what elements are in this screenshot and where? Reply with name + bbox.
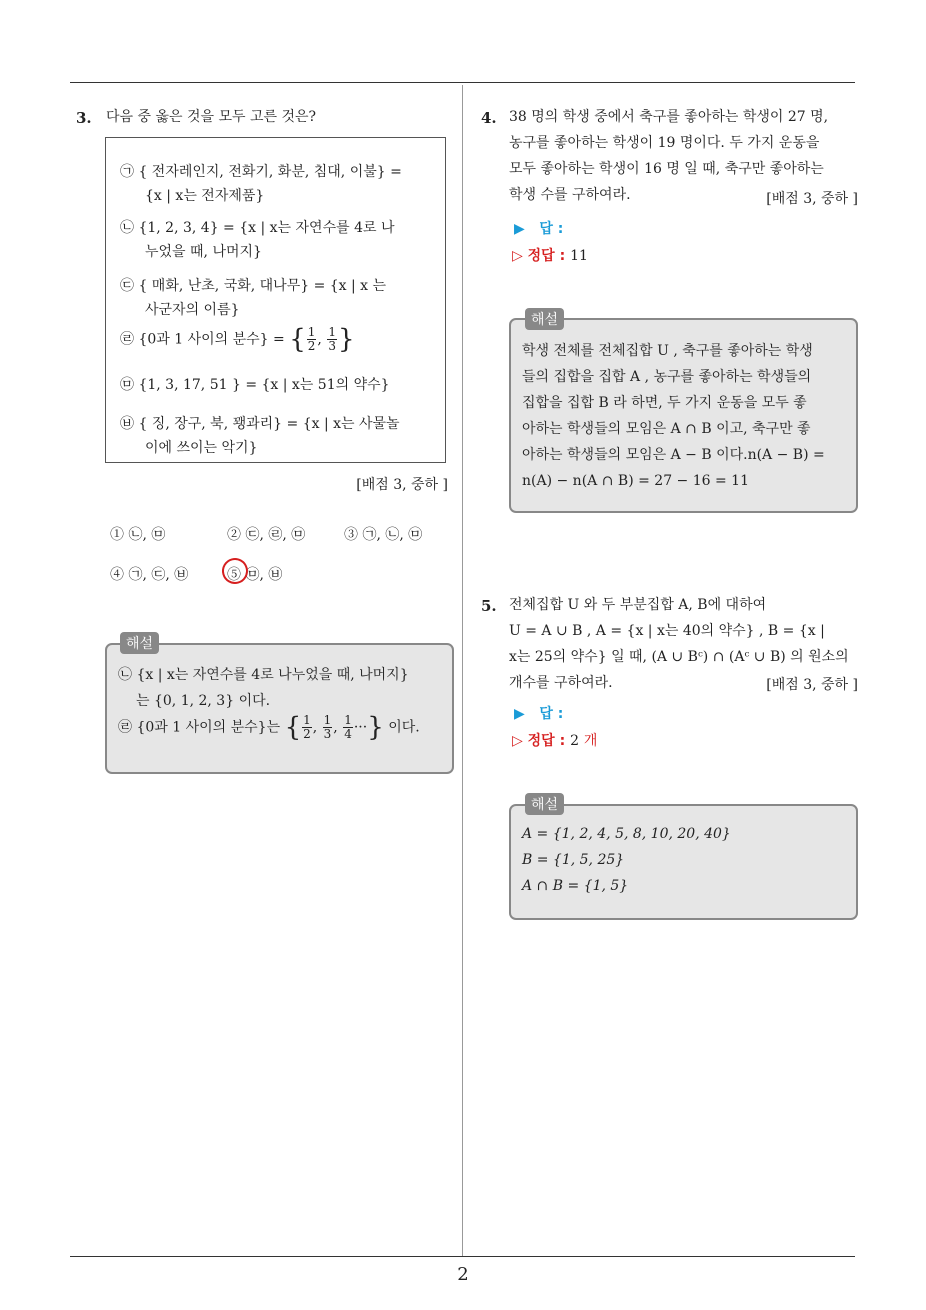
q3-explanation: ㉡ {x | x는 자연수를 4로 나누었을 때, 나머지} 는 {0, 1, 2, 3} 이다. ㉣ {0과 1 사이의 분수}는 { $\frac{1}{2}$ , $\frac{1}{3}$ , $\frac{1}{4}$ ···} 이다. — [118, 667, 420, 743]
q5-correct-row: ▷ 정답 : 2 개 — [512, 733, 598, 749]
q4-answer-row: ▶ 답 : — [514, 221, 564, 237]
choice-3[interactable]: ③ ㉠, ㉡, ㉤ — [344, 527, 423, 543]
q3-item-3: ㉢ { 매화, 난초, 국화, 대나무} = {x | x 는 사군자의 이름} — [120, 278, 387, 318]
q3-item-6: ㉥ { 징, 장구, 북, 꽹과리} = {x | x는 사물놀 이에 쓰이는 악기} — [120, 416, 400, 456]
q5-explanation: A = {1, 2, 4, 5, 8, 10, 20, 40} B = {1, 5, 25} A ∩ B = {1, 5} — [522, 826, 731, 894]
item-mark: ㉡ — [120, 220, 134, 236]
item-mark: ㉤ — [120, 377, 134, 393]
q5-answer-row: ▶ 답 : — [514, 706, 564, 722]
page-number: 2 — [457, 1264, 469, 1285]
outline-play-icon: ▷ — [512, 248, 523, 264]
q3-number: 3. — [76, 109, 92, 127]
q5-question: 전체집합 U 와 두 부분집합 A, B에 대하여 U = A ∪ B , A = {x | x는 40의 약수} , B = {x | x는 25의 약수} 일 때, (A ∪ Bᶜ) ∩ (Aᶜ ∪ B) 의 원소의 개수를 구하여라. — [509, 597, 849, 691]
q3-question: 다음 중 옳은 것을 모두 고른 것은? — [106, 109, 317, 125]
q3-item-5: ㉤ {1, 3, 17, 51 } = {x | x는 51의 약수} — [120, 377, 390, 393]
bottom-rule — [70, 1256, 855, 1257]
q3-score: [배점 3, 중하 ] — [356, 477, 448, 493]
q5-explanation-tag: 해설 — [525, 793, 564, 815]
top-rule — [70, 82, 855, 83]
choice-1[interactable]: ① ㉡, ㉤ — [110, 527, 166, 543]
q4-score: [배점 3, 중하 ] — [766, 191, 858, 207]
choice-2[interactable]: ② ㉢, ㉣, ㉤ — [227, 527, 306, 543]
q3-item-4: ㉣ {0과 1 사이의 분수} = { $\frac{1}{2}$ , $\frac{1}{3}$ } — [120, 324, 355, 355]
item-mark: ㉥ — [120, 416, 134, 432]
q4-question: 38 명의 학생 중에서 축구를 좋아하는 학생이 27 명, 농구를 좋아하는 학생이 19 명이다. 두 가지 운동을 모두 좋아하는 학생이 16 명 일 때, 축구만 좋아하는 학생 수를 구하여라. — [509, 109, 829, 203]
outline-play-icon: ▷ — [512, 733, 523, 749]
q3-item-2: ㉡ {1, 2, 3, 4} = {x | x는 자연수를 4로 나 누었을 때, 나머지} — [120, 220, 395, 260]
q5-score: [배점 3, 중하 ] — [766, 677, 858, 693]
q5-number: 5. — [481, 597, 497, 615]
q4-explanation-tag: 해설 — [525, 308, 564, 330]
column-divider — [462, 85, 463, 1257]
choice-4[interactable]: ④ ㉠, ㉢, ㉥ — [110, 567, 189, 583]
q4-explanation: 학생 전체를 전체집합 U , 축구를 좋아하는 학생 들의 집합을 집합 A , 농구를 좋아하는 학생들의 집합을 집합 B 라 하면, 두 가지 운동을 모두 좋 아하는 학생들의 모임은 A ∩ B 이고, 축구만 좋 아하는 학생들의 모임은 A − B 이다.n(A − B) = n(A) − n(A ∩ B) = 27 − 16 = 11 — [522, 343, 825, 489]
item-mark: ㉢ — [120, 278, 134, 294]
choice-5[interactable]: ⑤ ㉤, ㉥ — [227, 567, 283, 583]
item-mark: ㉣ — [120, 331, 134, 348]
play-icon: ▶ — [514, 221, 525, 237]
item-mark: ㉠ — [120, 164, 134, 180]
q4-number: 4. — [481, 109, 497, 127]
q4-correct-row: ▷ 정답 : 11 — [512, 248, 588, 264]
q3-item-1: ㉠ { 전자레인지, 전화기, 화분, 침대, 이불} = {x | x는 전자제품} — [120, 164, 402, 204]
q3-explanation-tag: 해설 — [120, 632, 159, 654]
play-icon: ▶ — [514, 706, 525, 722]
